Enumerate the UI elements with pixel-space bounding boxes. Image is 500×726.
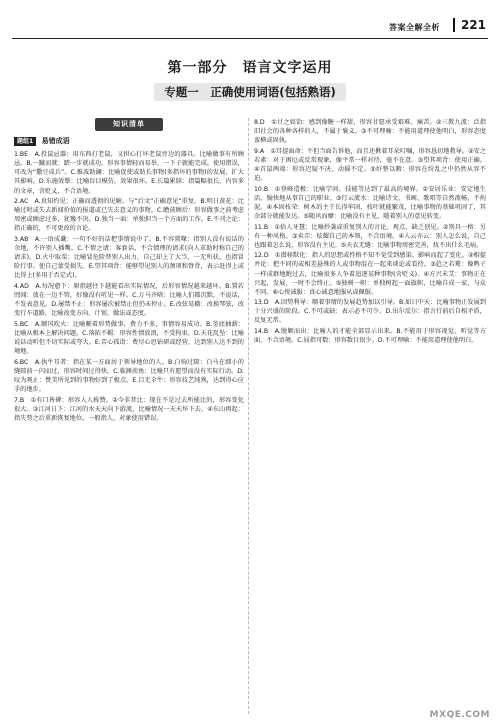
subhead-label: 易错成语 [41,137,70,146]
answer-paragraph: 11.B ①拾人牙慧：比喻抄袭或重复别人的言论、观点，缺乏创见。②别具一格：另有一种风格。③卖弄：炫耀自己的本领，不合语境。④人云亦云：别人怎么说，自己也跟着怎么说，形容没有主见。⑤天衣无缝：比喻事物周密完善，找不出什么毛病。 [254,223,486,249]
answer-paragraph: 1.BE A.投鼠忌器：用东西打老鼠，又担心打坏老鼠旁边的器具。比喻做事有所顾忌。B.一蹴而就：踏一步就成功，形容事情轻而易举，一下子就能完成。使用错误，可改为“撒豆成兵”。C.推波助澜：比喻促使或助长事物(多指坏的事物)的发展，扩大其影响。D.东施效颦：比喻盲目模仿，效果很坏。E.长篇累牍：指篇幅很长，内容多的文章，含贬义，不合语境。 [14,151,244,195]
column-divider [248,118,249,714]
knowledge-banner: 知识清单 [95,118,163,131]
answer-paragraph: 9.A ①耳提面命：不但当面告诉他，而且还揪着耳朵叮嘱，形容恳切地教导。②安之若素：对于困厄或反常现象，像平常一样对待，毫不在意。③望其项背：使用正确。④首鼠两端：形容迟疑不决，动摇不定。⑤好整以暇：形容在纷乱之中仍然从容不迫。 [254,147,486,183]
right-column [254,118,486,718]
answer-paragraph: 14.B A.脱颖而出：比喻人的才能全部显示出来。B.不能用于形容视觉、听觉等方面，不合语境。C.屈指可数：形容数目很少。D.不可理喻：不能用道理使他明白。 [254,328,486,345]
answer-paragraph: 12.D ①潜移默化：指人的思想或性格不知不觉受到感染、影响而起了变化。②相提并论：把不同的或相差悬殊的人或事物混在一起来谈论或看待。③趋之若鹜：像鸭子一样成群地跑过去，比喻很多人争着追逐某种事物(含贬义)。④方兴未艾：事物正在兴起，发展，一时不会终止。⑤独树一帜：单独树起一面旗帜，比喻自成一家，与众不同。⑥心悦诚服：真心诚意地服从或佩服。 [254,252,486,296]
header-tag: 答案全解全析 [389,23,440,32]
answer-paragraph: 7.B ①有口皆碑：形容人人称赞。②今非昔比：现在不是过去所能比的，形容变化很大。③江河日下：江河的水天天向下游流，比喻情况一天天坏下去。④东山再起：指失势之后重新恢复地位，一般指人，对象使用错误。 [14,396,244,422]
group-badge: 题组1 [14,137,36,146]
answer-paragraph: 4.AD A.每况愈下：原指越往下越能看出实际情况，后形容情况越来越坏。B.置若罔闻：放在一边不管，好像没有听见一样。C.万马齐喑：比喻人们都沉默，不说话，不发表意见。D.屡禁不止：形容屡次被禁止但仍未停止。E.改弦易辙：改换琴弦，改变行车道路，比喻改变方向、计划、做法或态度。 [14,283,244,318]
topic-title-text: 专题一 正确使用词语(包括熟语) [154,83,346,101]
watermark: MXQE.COM [429,710,490,720]
page-header [0,0,500,40]
header-rule [12,38,488,39]
answer-paragraph: 2.AC A.真知灼见：正确而透彻的见解。与“后文”正确意见“重复。B.明日黄花：比喻过时或失去新闻价值的报道或已失去意义的事物。C.瞻前顾后：形容做事之前考虑周密或顾虑过多，犹豫不决。D.独当一面：单独担当一个方面的工作。E.不刊之论：指正确的，不可更改的言论。 [14,198,244,233]
answer-paragraph: 10.B ①登峰造极：比喻学问、技能等达到了最高的境界。②安居乐业：安定地生活，愉快地从事自己的职业。③行云流水：比喻诗文、书画、歌唱等自然流畅，不拘泥。④本固枝荣：树木的主干长得牢固，枝叶就能繁茂，比喻事物的基础巩固了，其余部分就能发达。⑤随风而靡：比喻没有主见，随着别人的意见转变。 [254,185,486,220]
subhead [14,137,244,146]
left-column [14,118,244,718]
answer-paragraph: 3.AB A.一语成谶：一句不好的话把事情说中了。B.不容置喙：指别人没有说话的余地，不许别人插嘴。C.不情之请：客套话，不合情理的请求(向人求助时称自己的请求)。D.火中取栗：比喻冒危险替别人出力，自己却上了大当，一无所获。也指冒险行事。使自己蒙受损失。E.望其项背：能够望见别人的颈项和脊背，表示赶得上或比得上(多用于否定式)。 [14,236,244,280]
banner-wrap [14,118,244,131]
topic-title [0,83,500,101]
answer-paragraph: 13.D A.因势利导：顺着事情的发展趋势加以引导。B.如日中天：比喻事物正发展到十分兴盛的阶段。C.不可或缺：表示必不可少。D.出尔反尔：指言行前后自相矛盾，反复无常。 [254,299,486,325]
page-number: 221 [453,18,486,32]
answer-paragraph: 8.D ①甘之如饴：感到像糖一样甜，形容甘愿承受艰难、痛苦。②三教九流：泛指旧社会的各种各样的人，不属于褒义。③不可理喻：不能用道理使他明白，形容态度蛮横或固执。 [254,119,486,145]
answer-paragraph: 5.BC A.顺风吹火：比喻顺着形势做事，费力不多，事情容易成功。B.釜底抽薪：比喻从根本上解决问题。C.落拓不羁：形容性情放浪，不受拘束。D.天花乱坠：比喻说话动听但不切实际或夸大。E.苦心孤诣：费尽心思钻研或经营，达到别人达不到的境地。 [14,320,244,356]
section-title: 第一部分 语言文字运用 [167,60,333,76]
answer-paragraph: 6.BC A.执牛耳者：指在某一方面居于领导地位的人。B.白驹过隙：白马在细小的缝隙前一闪而过，形容时间过得快。C.临渊羡鱼：比喻只有愿望而没有实际行动。D.叹为观止：赞美所见到的事物好到了极点。E.目无全牛：形容技艺纯熟，达到得心应手的地步。 [14,358,244,394]
